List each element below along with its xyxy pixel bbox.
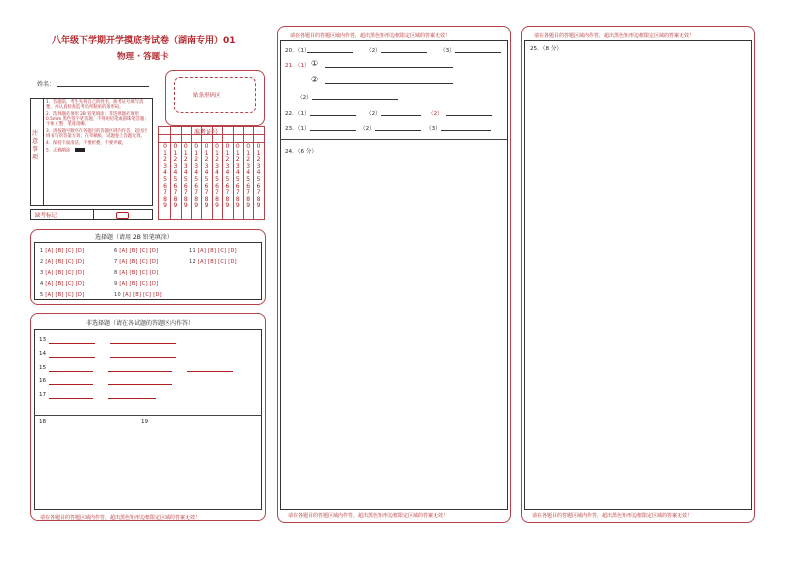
- footer-note-middle: 请在各题目的答题区域内作答，超出黑色矩形边框限定区域的答案无效！: [288, 513, 449, 519]
- choice-question[interactable]: [189, 248, 237, 254]
- exam-id-bubble[interactable]: 3: [204, 162, 209, 170]
- exam-id-bubble[interactable]: 8: [246, 195, 251, 203]
- exam-id-bubble[interactable]: 4: [225, 169, 230, 177]
- choice-question-number: 7: [114, 259, 120, 265]
- exam-id-bubble[interactable]: 7: [163, 189, 167, 197]
- notice-label: 注意事项: [32, 130, 39, 161]
- answer-line[interactable]: [110, 357, 176, 358]
- exam-id-bubble[interactable]: 1: [246, 149, 251, 157]
- exam-id-bubble[interactable]: 3: [183, 162, 188, 170]
- choice-question-number: 9: [114, 281, 120, 287]
- notice-item: 4．保持卡面清洁，不要折叠、不要弄破。: [46, 140, 127, 146]
- exam-id-bubble[interactable]: 2: [215, 156, 219, 164]
- choice-question-number: 2: [40, 259, 46, 265]
- circle-1: ①: [311, 59, 319, 68]
- exam-id-bubble[interactable]: 0: [256, 143, 261, 150]
- exam-id-bubble[interactable]: 9: [183, 202, 188, 210]
- choice-options[interactable]: [A] [B] [C] [D]: [197, 259, 237, 265]
- exam-id-bubble[interactable]: 7: [173, 189, 178, 197]
- question-22: 22．（1）: [285, 111, 310, 117]
- exam-id-bubble[interactable]: 9: [163, 202, 167, 210]
- exam-id-bubble[interactable]: 6: [173, 182, 178, 190]
- page-subtitle: 物理 · 答题卡: [117, 52, 169, 62]
- question-20: 20．（1）: [285, 48, 310, 54]
- choice-question[interactable]: [114, 248, 158, 254]
- exam-id-column: [213, 144, 221, 210]
- question-21: 21．（1）: [285, 63, 310, 69]
- exam-id-bubble[interactable]: 6: [204, 182, 209, 190]
- answer-line[interactable]: [49, 371, 93, 372]
- choice-question-number: 6: [114, 248, 120, 254]
- exam-id-bubble[interactable]: 2: [183, 156, 188, 164]
- exam-id-bubble[interactable]: 0: [246, 143, 251, 150]
- choice-options[interactable]: [A] [B] [C] [D]: [119, 281, 159, 287]
- exam-id-bubble[interactable]: 6: [194, 182, 199, 190]
- exam-id-bubble[interactable]: 6: [235, 182, 240, 190]
- exam-id-bubble[interactable]: 4: [194, 169, 199, 177]
- exam-id-bubble[interactable]: 3: [235, 162, 240, 170]
- exam-id-bubble[interactable]: 4: [235, 169, 240, 177]
- absent-checkbox[interactable]: [116, 212, 129, 219]
- exam-id-column: [244, 144, 252, 210]
- exam-id-column-divider: [170, 126, 171, 220]
- choice-options[interactable]: [A] [B] [C] [D]: [197, 248, 237, 254]
- exam-id-column: [234, 144, 242, 210]
- choice-options[interactable]: [A] [B] [C] [D]: [119, 270, 159, 276]
- exam-id-bubble[interactable]: 1: [204, 149, 209, 157]
- choice-question-number: 11: [189, 248, 198, 254]
- choice-title: 选择题（请用 2B 铅笔填涂）: [95, 234, 173, 241]
- question-21-part2: （2）: [297, 95, 312, 101]
- exam-id-column-divider: [243, 126, 244, 220]
- exam-id-bubble[interactable]: 7: [235, 189, 240, 197]
- choice-question[interactable]: [40, 270, 84, 276]
- middle-answer-area: [280, 40, 508, 510]
- exam-id-bubble[interactable]: 4: [256, 169, 261, 177]
- notice-divider: [43, 98, 44, 206]
- exam-id-bubble[interactable]: 6: [163, 182, 167, 190]
- exam-id-bubble[interactable]: 7: [225, 189, 230, 197]
- choice-question[interactable]: [40, 259, 84, 265]
- answer-line[interactable]: [312, 99, 398, 100]
- question-23-part2: （2）: [360, 126, 375, 132]
- right-answer-area: [524, 40, 752, 510]
- question-23: 23．（1）: [285, 126, 310, 132]
- question-17: 17: [39, 392, 47, 398]
- exam-id-bubble[interactable]: 5: [215, 175, 219, 183]
- answer-line[interactable]: [325, 67, 453, 68]
- exam-id-column-divider: [181, 126, 182, 220]
- exam-id-bubble[interactable]: 9: [256, 202, 261, 210]
- exam-id-bubble[interactable]: 3: [225, 162, 230, 170]
- exam-id-bubble[interactable]: 8: [173, 195, 178, 203]
- exam-id-bubble[interactable]: 7: [256, 189, 261, 197]
- exam-id-bubble[interactable]: 0: [225, 143, 230, 150]
- exam-id-bubble[interactable]: 5: [256, 175, 261, 183]
- notice-item: 1．答题前，考生先将自己的姓名、准考证号填写清楚，并认真检查监考员所粘贴的条形码。: [46, 100, 144, 111]
- question-15: 15: [39, 365, 47, 371]
- circle-2: ②: [311, 75, 319, 84]
- exam-id-bubble[interactable]: 9: [235, 202, 240, 210]
- answer-line[interactable]: [187, 371, 233, 372]
- answer-line[interactable]: [441, 130, 491, 131]
- exam-id-bubble[interactable]: 1: [235, 149, 240, 157]
- notice-item-label: 5．正确填涂: [46, 148, 71, 154]
- exam-id-bubble[interactable]: 0: [204, 143, 209, 150]
- exam-id-bubble[interactable]: 9: [173, 202, 178, 210]
- exam-id-bubble[interactable]: 2: [163, 156, 167, 164]
- choice-question[interactable]: [114, 270, 158, 276]
- answer-line[interactable]: [49, 357, 95, 358]
- exam-id-bubble[interactable]: 0: [163, 143, 167, 150]
- choice-options[interactable]: [A] [B] [C] [D]: [45, 281, 85, 287]
- exam-id-bubble[interactable]: 3: [173, 162, 178, 170]
- exam-id-bubble[interactable]: 1: [163, 149, 167, 157]
- choice-question[interactable]: [114, 281, 158, 287]
- exam-id-bubble[interactable]: 9: [225, 202, 230, 210]
- exam-id-bubble[interactable]: 5: [163, 175, 167, 183]
- choice-question-number: 12: [189, 259, 198, 265]
- answer-line[interactable]: [307, 52, 353, 53]
- choice-question[interactable]: [114, 259, 158, 265]
- notice-item: [46, 148, 150, 154]
- notice-list: [46, 100, 150, 154]
- choice-options[interactable]: [A] [B] [C] [D]: [122, 292, 162, 298]
- footer-note-top-middle: 请在各题目的答题区域内作答，超出黑色矩形边框限定区域的答案无效！: [290, 33, 451, 39]
- exam-id-column-divider: [253, 126, 254, 220]
- choice-question[interactable]: [40, 248, 84, 254]
- exam-id-bubble[interactable]: 0: [194, 143, 199, 150]
- exam-id-bubble[interactable]: 1: [194, 149, 199, 157]
- exam-id-bubble[interactable]: 7: [204, 189, 209, 197]
- question-18: 18: [39, 419, 47, 425]
- choice-options[interactable]: [A] [B] [C] [D]: [119, 259, 159, 265]
- exam-id-bubble[interactable]: 2: [235, 156, 240, 164]
- exam-id-bubble[interactable]: 6: [256, 182, 261, 190]
- exam-id-column: [182, 144, 190, 210]
- exam-id-column: [192, 144, 200, 210]
- exam-id-bubble[interactable]: 1: [225, 149, 230, 157]
- name-label: 姓名：: [37, 81, 56, 88]
- exam-id-bubble[interactable]: 6: [246, 182, 251, 190]
- exam-id-bubble[interactable]: 9: [246, 202, 251, 210]
- exam-id-bubble[interactable]: 8: [183, 195, 188, 203]
- notice-item: 2．选择题必须用 2B 铅笔填涂；非选择题必须用 0.5mm 黑色签字笔答题，不得用铅笔或圆珠笔答题；字体工整、笔迹清晰。: [46, 111, 149, 128]
- exam-id-bubble[interactable]: 0: [215, 143, 219, 150]
- question-13: 13: [39, 337, 47, 343]
- question-20-part2: （2）: [366, 48, 381, 54]
- answer-line[interactable]: [108, 384, 172, 385]
- exam-id-bubble[interactable]: 2: [204, 156, 209, 164]
- exam-id-bubble[interactable]: 4: [215, 169, 219, 177]
- exam-id-bubble[interactable]: 5: [225, 175, 230, 183]
- exam-id-bubble[interactable]: 0: [173, 143, 178, 150]
- exam-id-bubble[interactable]: 5: [173, 175, 178, 183]
- choice-options[interactable]: [A] [B] [C] [D]: [45, 292, 85, 298]
- choice-question[interactable]: [40, 292, 84, 298]
- exam-id-bubble[interactable]: 6: [183, 182, 188, 190]
- exam-id-bubble[interactable]: 5: [194, 175, 199, 183]
- exam-id-column: [171, 144, 179, 210]
- exam-id-bubble[interactable]: 0: [183, 143, 188, 150]
- exam-id-column-divider: [201, 126, 202, 220]
- page-title: 八年级下学期开学摸底考试卷（湖南专用）01: [52, 36, 236, 46]
- exam-id-bubble[interactable]: 4: [183, 169, 188, 177]
- exam-id-column: [161, 144, 169, 210]
- exam-id-column: [255, 144, 263, 210]
- choice-question-number: 10: [114, 292, 123, 298]
- exam-id-bubble[interactable]: 3: [215, 162, 219, 170]
- exam-id-bubble[interactable]: 1: [183, 149, 188, 157]
- exam-id-bubble[interactable]: 6: [215, 182, 219, 190]
- exam-id-bubble[interactable]: 2: [194, 156, 199, 164]
- question-25: 25．（8 分）: [530, 46, 563, 52]
- answer-line[interactable]: [49, 343, 95, 344]
- choice-options[interactable]: [A] [B] [C] [D]: [45, 259, 85, 265]
- exam-id-column-divider: [191, 126, 192, 220]
- choice-question-number: 1: [40, 248, 46, 254]
- name-field[interactable]: [57, 86, 149, 87]
- exam-id-bubble[interactable]: 8: [235, 195, 240, 203]
- exam-id-bubble[interactable]: 4: [246, 169, 251, 177]
- answer-line[interactable]: [381, 115, 421, 116]
- footer-note-right: 请在各题目的答题区域内作答，超出黑色矩形边框限定区域的答案无效！: [532, 513, 693, 519]
- exam-id-bubble[interactable]: 7: [215, 189, 219, 197]
- exam-id-bubble[interactable]: 7: [194, 189, 199, 197]
- exam-id-bubble[interactable]: 5: [204, 175, 209, 183]
- exam-id-bubble[interactable]: 2: [246, 156, 251, 164]
- notice-item: 3．请按题号顺序在各题目的答题区域内作答，超出区域书写的答案无效；在草稿纸、试题卷上答题无效。: [46, 128, 148, 140]
- exam-id-bubble[interactable]: 8: [204, 195, 209, 203]
- exam-id-bubble[interactable]: 3: [194, 162, 199, 170]
- exam-id-bubble[interactable]: 7: [246, 189, 251, 197]
- answer-line[interactable]: [49, 398, 93, 399]
- choice-question-number: 4: [40, 281, 46, 287]
- choice-question[interactable]: [189, 259, 237, 265]
- answer-line[interactable]: [108, 398, 156, 399]
- choice-question-number: 8: [114, 270, 120, 276]
- exam-id-bubble[interactable]: 8: [225, 195, 230, 203]
- exam-id-bubble[interactable]: 6: [225, 182, 230, 190]
- exam-id-bubble[interactable]: 8: [194, 195, 199, 203]
- exam-id-bubble[interactable]: 9: [204, 202, 209, 210]
- choice-options[interactable]: [A] [B] [C] [D]: [45, 248, 85, 254]
- exam-id-column-divider: [233, 126, 234, 220]
- question-22-part3: （2）: [428, 111, 443, 117]
- exam-id-bubble[interactable]: 4: [173, 169, 178, 177]
- exam-id-bubble[interactable]: 4: [163, 169, 167, 177]
- choice-options[interactable]: [A] [B] [C] [D]: [45, 270, 85, 276]
- question-19: 19: [141, 419, 149, 425]
- question-16: 16: [39, 378, 47, 384]
- nonchoice-title: 非选择题（请在各试题的答题区内作答）: [86, 320, 195, 327]
- exam-id-bubble[interactable]: 4: [204, 169, 209, 177]
- exam-id-column: [223, 144, 231, 210]
- question-14: 14: [39, 351, 47, 357]
- answer-line[interactable]: [455, 52, 501, 53]
- exam-id-bubble[interactable]: 9: [215, 202, 219, 210]
- footer-note-left: 请在各题目的答题区域内作答，超出黑色矩形边框限定区域的答案无效！: [40, 515, 201, 521]
- answer-line[interactable]: [310, 130, 356, 131]
- exam-id-bubble[interactable]: 1: [256, 149, 261, 157]
- answer-line[interactable]: [49, 384, 93, 385]
- choice-options[interactable]: [A] [B] [C] [D]: [119, 248, 159, 254]
- filled-example: [75, 148, 85, 152]
- exam-id-column: [203, 144, 211, 210]
- exam-id-bubble[interactable]: 2: [173, 156, 178, 164]
- exam-id-column-divider: [212, 126, 213, 220]
- exam-id-bubble[interactable]: 8: [215, 195, 219, 203]
- exam-id-bubble[interactable]: 5: [183, 175, 188, 183]
- exam-id-bubble[interactable]: 2: [225, 156, 230, 164]
- exam-id-bubble[interactable]: 3: [246, 162, 251, 170]
- exam-id-bubble[interactable]: 3: [256, 162, 261, 170]
- choice-question-number: 5: [40, 292, 46, 298]
- exam-id-bubble[interactable]: 9: [194, 202, 199, 210]
- absent-divider: [93, 209, 94, 220]
- answer-line[interactable]: [325, 83, 453, 84]
- choice-question[interactable]: [114, 292, 162, 298]
- absent-label: 缺考标记: [35, 213, 58, 219]
- exam-id-bubble[interactable]: 0: [235, 143, 240, 150]
- question-22-part2: （2）: [366, 111, 381, 117]
- exam-id-bubble[interactable]: 2: [256, 156, 261, 164]
- question-23-part3: （3）: [426, 126, 441, 132]
- answer-line[interactable]: [110, 343, 176, 344]
- footer-note-top-right: 请在各题目的答题区域内作答，超出黑色矩形边框限定区域的答案无效！: [534, 33, 695, 39]
- exam-id-column-divider: [222, 126, 223, 220]
- exam-id-bubble[interactable]: 5: [246, 175, 251, 183]
- exam-id-bubble[interactable]: 8: [163, 195, 167, 203]
- q24-divider: [280, 139, 508, 140]
- question-24: 24．（6 分）: [285, 149, 318, 155]
- answer-line[interactable]: [446, 115, 492, 116]
- answer-line[interactable]: [310, 115, 356, 116]
- exam-id-bubble[interactable]: 5: [235, 175, 240, 183]
- q18-divider: [34, 415, 262, 416]
- barcode-label: 贴条形码区: [193, 93, 221, 99]
- exam-id-bubble[interactable]: 3: [163, 162, 167, 170]
- question-20-part3: （3）: [440, 48, 455, 54]
- choice-question-number: 3: [40, 270, 46, 276]
- exam-id-bubble[interactable]: 8: [256, 195, 261, 203]
- exam-id-bubble[interactable]: 1: [173, 149, 178, 157]
- answer-line[interactable]: [381, 52, 427, 53]
- answer-line[interactable]: [108, 371, 172, 372]
- exam-id-bubble[interactable]: 7: [183, 189, 188, 197]
- exam-id-label: 准考证号: [194, 129, 219, 136]
- choice-question[interactable]: [40, 281, 84, 287]
- answer-line[interactable]: [375, 130, 421, 131]
- exam-id-bubble[interactable]: 1: [215, 149, 219, 157]
